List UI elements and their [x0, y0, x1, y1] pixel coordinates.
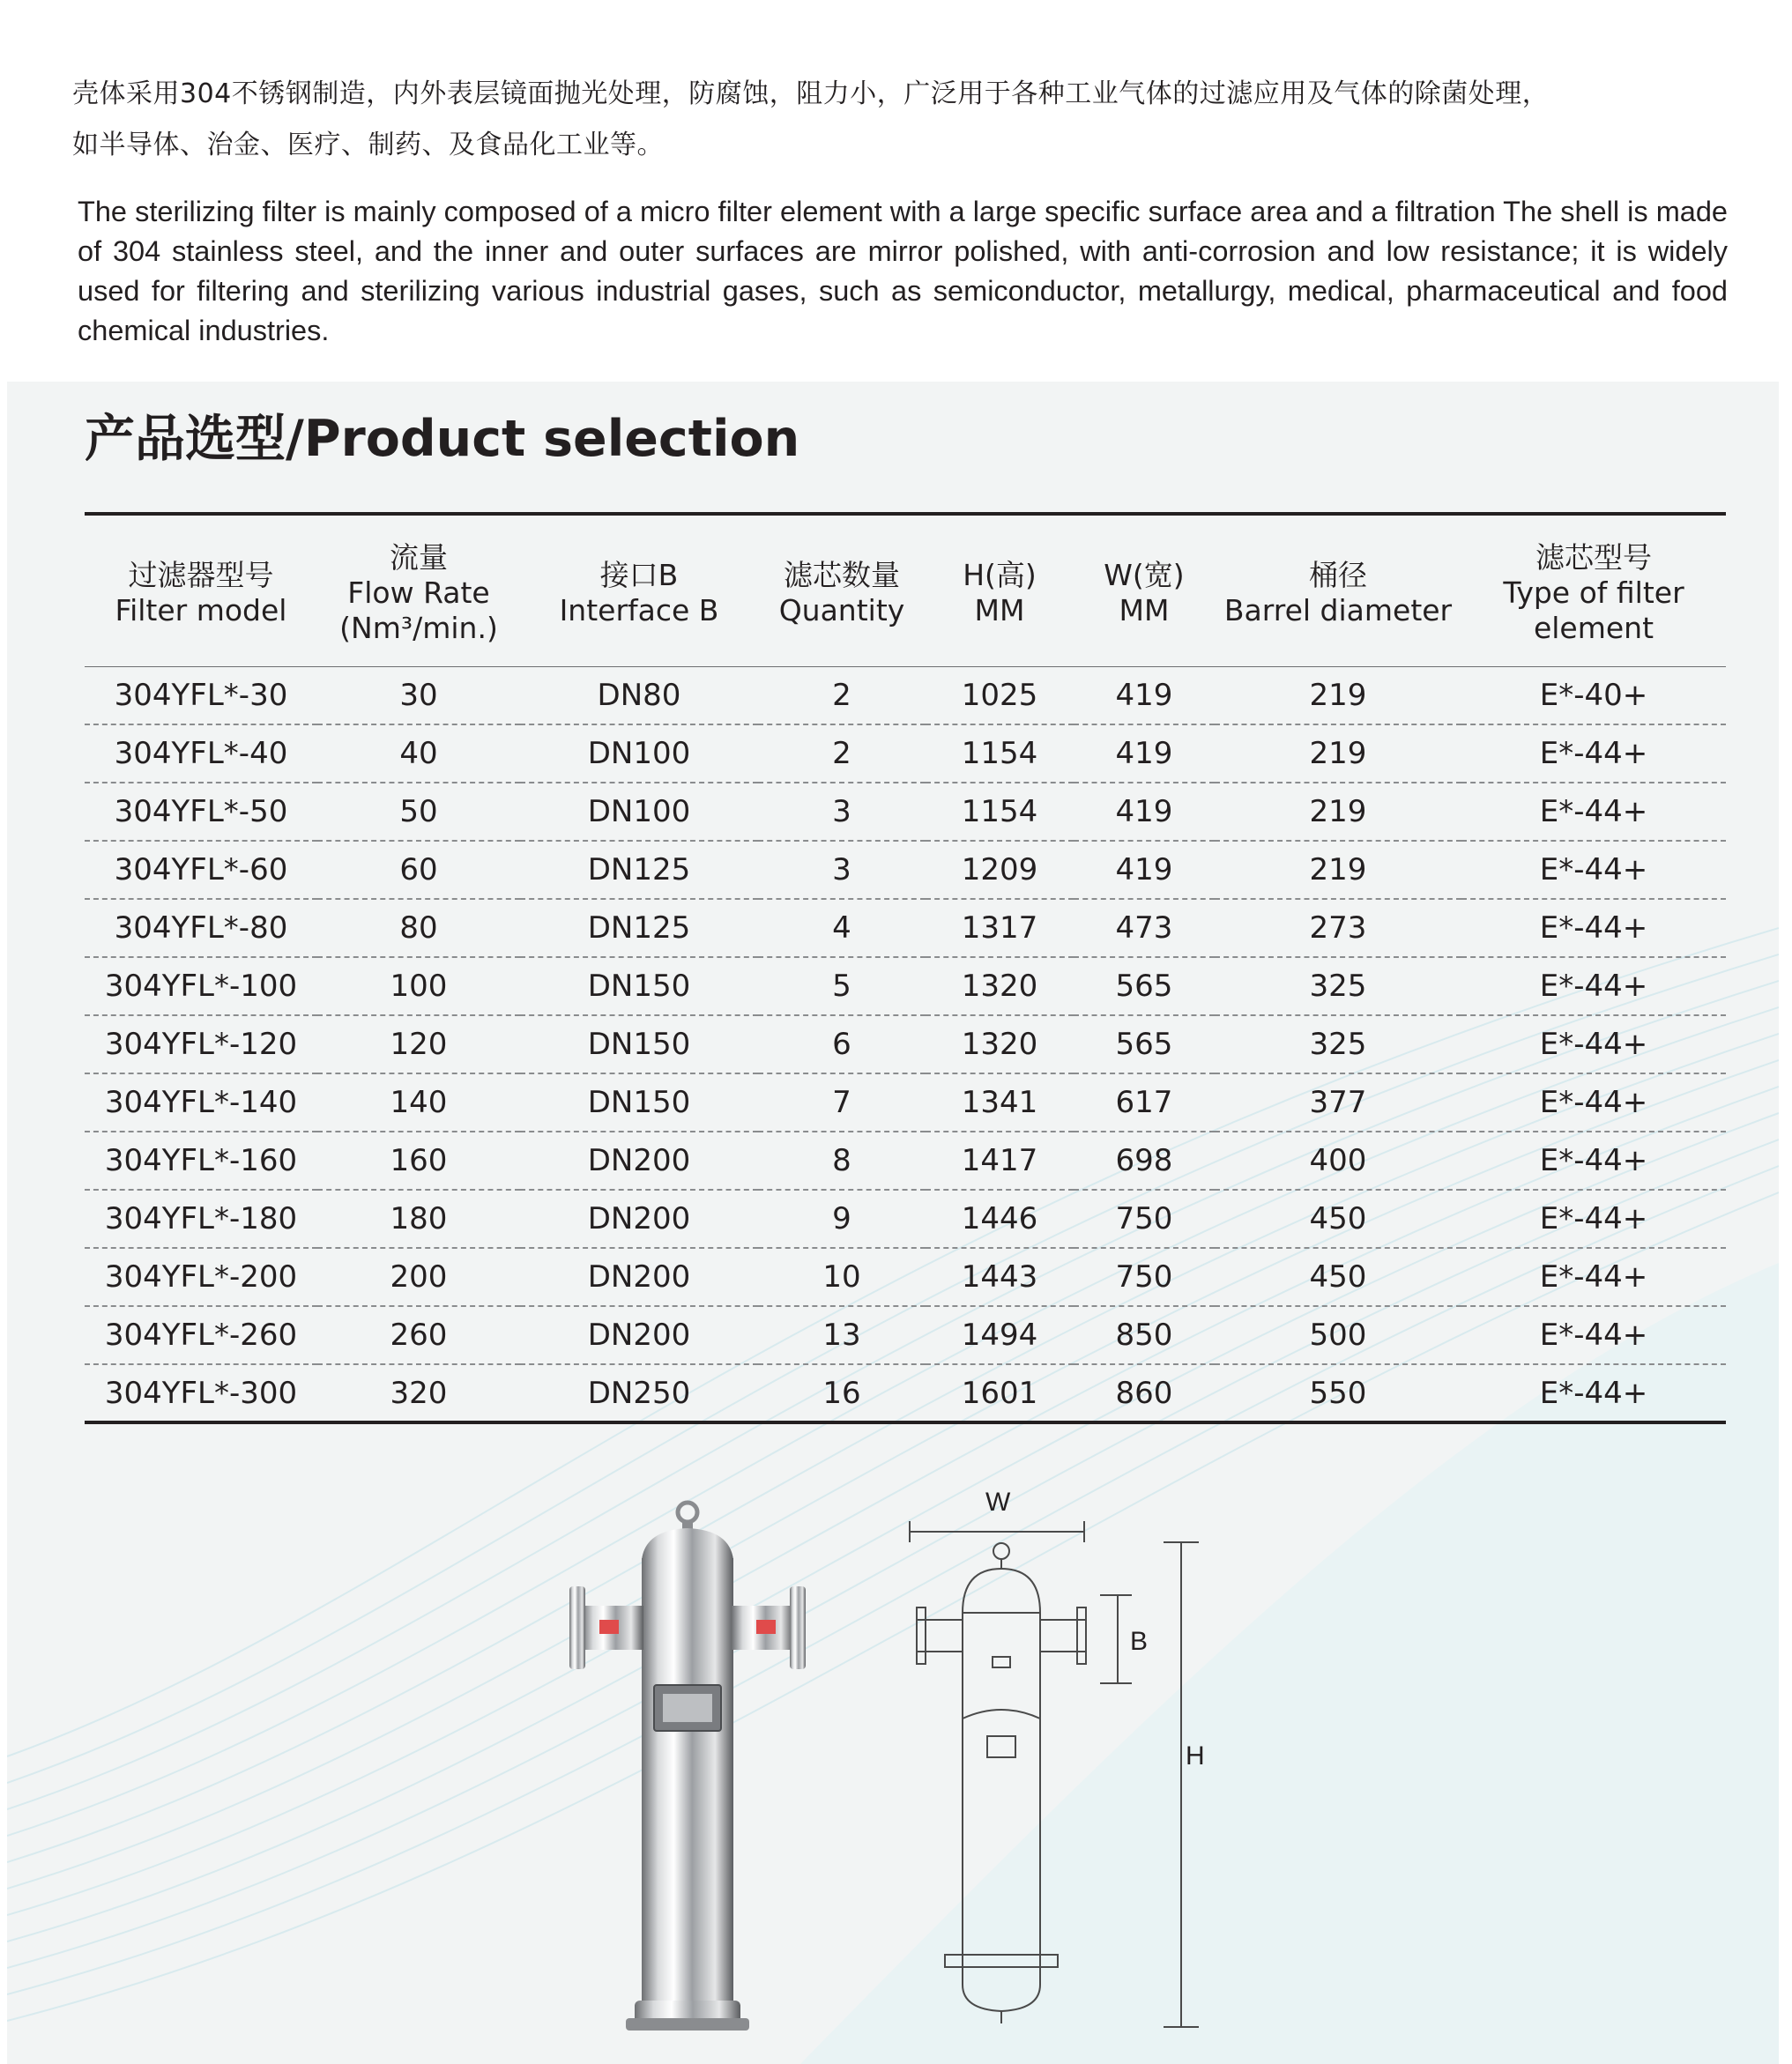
table-cell: 7: [758, 1073, 926, 1132]
table-cell: 450: [1215, 1190, 1461, 1248]
table-header-row: [85, 514, 1726, 666]
table-cell: 1154: [926, 783, 1074, 841]
table-cell: DN80: [520, 666, 758, 724]
table-cell: 1443: [926, 1248, 1074, 1306]
table-cell: E*-44+: [1461, 1132, 1726, 1190]
table-cell: 273: [1215, 899, 1461, 957]
column-header-cn: 过滤器型号: [128, 558, 274, 593]
table-cell: DN125: [520, 899, 758, 957]
table-body: [85, 666, 1726, 1422]
table-cell: 500: [1215, 1306, 1461, 1364]
table-cell: 419: [1074, 724, 1215, 783]
table-cell: 3: [758, 783, 926, 841]
table-cell: 304YFL*-200: [85, 1248, 317, 1306]
table-cell: 180: [317, 1190, 520, 1248]
table-cell: DN100: [520, 783, 758, 841]
table-row: [85, 1190, 1726, 1248]
table-cell: 2: [758, 666, 926, 724]
filter-technical-drawing: [899, 1481, 1234, 2045]
table-cell: 1417: [926, 1132, 1074, 1190]
table-cell: 450: [1215, 1248, 1461, 1306]
column-header-en2: (Nm³/min.): [339, 611, 498, 646]
column-header-en: Quantity: [778, 593, 905, 628]
table-cell: DN200: [520, 1190, 758, 1248]
table-cell: E*-44+: [1461, 1190, 1726, 1248]
table-cell: 698: [1074, 1132, 1215, 1190]
table-cell: 1446: [926, 1190, 1074, 1248]
table-cell: 304YFL*-140: [85, 1073, 317, 1132]
table-cell: 1209: [926, 841, 1074, 899]
column-header-en: MM: [974, 593, 1025, 628]
table-cell: E*-44+: [1461, 957, 1726, 1015]
table-row: [85, 957, 1726, 1015]
table-cell: DN150: [520, 1015, 758, 1073]
table-row: [85, 1364, 1726, 1422]
table-cell: 8: [758, 1132, 926, 1190]
table-cell: 473: [1074, 899, 1215, 957]
column-header-cn: 桶径: [1309, 558, 1367, 593]
table-cell: 6: [758, 1015, 926, 1073]
table-cell: 565: [1074, 957, 1215, 1015]
table-cell: 419: [1074, 783, 1215, 841]
dimension-label-b: B: [1130, 1627, 1149, 1656]
table-cell: 219: [1215, 841, 1461, 899]
column-header-cn: H(高): [963, 558, 1037, 593]
table-cell: 1494: [926, 1306, 1074, 1364]
product-selection-table: [85, 512, 1726, 1424]
table-row: [85, 1248, 1726, 1306]
column-header-en: Interface B: [559, 593, 719, 628]
table-cell: 304YFL*-260: [85, 1306, 317, 1364]
table-cell: 80: [317, 899, 520, 957]
table-cell: 1320: [926, 957, 1074, 1015]
table-cell: 200: [317, 1248, 520, 1306]
table-cell: 400: [1215, 1132, 1461, 1190]
table-row: [85, 899, 1726, 957]
table-cell: 13: [758, 1306, 926, 1364]
column-header: [85, 514, 317, 666]
table-cell: 550: [1215, 1364, 1461, 1422]
column-header-en: Barrel diameter: [1223, 593, 1453, 628]
table-cell: 419: [1074, 841, 1215, 899]
table-cell: 304YFL*-180: [85, 1190, 317, 1248]
table-cell: E*-44+: [1461, 1248, 1726, 1306]
table-row: [85, 1306, 1726, 1364]
column-header-en: MM: [1119, 593, 1170, 628]
table-cell: 304YFL*-40: [85, 724, 317, 783]
table-cell: DN100: [520, 724, 758, 783]
column-header-cn: 滤芯数量: [784, 558, 900, 593]
column-header-en: Filter model: [115, 593, 287, 628]
table-cell: E*-40+: [1461, 666, 1726, 724]
dimension-label-h: H: [1186, 1741, 1205, 1771]
intro-english: The sterilizing filter is mainly composed of a micro filter element with a large specific surface area and a filtration The shell is made of 304 stainless steel, and the inner and outer surfaces are mirror polished, with anti-corrosion and low resistance; it is widely used for filtering and sterilizing various industrial gases, such as semiconductor, metallurgy, medical, pharmaceutical and food chemical industries.: [78, 196, 1728, 346]
intro-chinese: [72, 69, 1729, 171]
table-cell: E*-44+: [1461, 783, 1726, 841]
table-cell: 750: [1074, 1190, 1215, 1248]
column-header-cn: 接口B: [599, 558, 679, 593]
table-cell: 60: [317, 841, 520, 899]
table-cell: 304YFL*-160: [85, 1132, 317, 1190]
table-cell: E*-44+: [1461, 724, 1726, 783]
table-cell: 219: [1215, 783, 1461, 841]
table-cell: 100: [317, 957, 520, 1015]
table-cell: E*-44+: [1461, 841, 1726, 899]
table-cell: 120: [317, 1015, 520, 1073]
table-cell: 260: [317, 1306, 520, 1364]
table-cell: 4: [758, 899, 926, 957]
table-cell: 16: [758, 1364, 926, 1422]
column-header: [1461, 514, 1726, 666]
table-cell: 304YFL*-80: [85, 899, 317, 957]
column-header-cn: W(宽): [1104, 558, 1185, 593]
table-cell: 750: [1074, 1248, 1215, 1306]
column-header: [758, 514, 926, 666]
dimension-label-w: W: [985, 1488, 1011, 1517]
table-cell: 140: [317, 1073, 520, 1132]
table-cell: 219: [1215, 666, 1461, 724]
table-cell: 9: [758, 1190, 926, 1248]
table-cell: 304YFL*-120: [85, 1015, 317, 1073]
table-cell: 50: [317, 783, 520, 841]
table-row: [85, 1132, 1726, 1190]
column-header-en: Type of filter: [1503, 575, 1684, 611]
table-cell: 304YFL*-100: [85, 957, 317, 1015]
table-row: [85, 841, 1726, 899]
table-row: [85, 783, 1726, 841]
column-header: [926, 514, 1074, 666]
table-cell: DN150: [520, 1073, 758, 1132]
column-header-en2: element: [1533, 611, 1654, 646]
table-cell: 3: [758, 841, 926, 899]
table-row: [85, 666, 1726, 724]
column-header: [317, 514, 520, 666]
table-cell: 10: [758, 1248, 926, 1306]
column-header: [520, 514, 758, 666]
table-cell: 160: [317, 1132, 520, 1190]
section-title: 产品选型/Product selection: [85, 410, 800, 468]
intro-chinese-line-2: 如半导体、治金、医疗、制药、及食品化工业等。: [72, 130, 664, 160]
table-row: [85, 1073, 1726, 1132]
table-cell: 219: [1215, 724, 1461, 783]
table-cell: 419: [1074, 666, 1215, 724]
table-cell: DN125: [520, 841, 758, 899]
table-cell: 565: [1074, 1015, 1215, 1073]
table-cell: 1601: [926, 1364, 1074, 1422]
column-header: [1215, 514, 1461, 666]
table-cell: DN150: [520, 957, 758, 1015]
table-cell: 304YFL*-60: [85, 841, 317, 899]
table-cell: 1154: [926, 724, 1074, 783]
table-cell: 5: [758, 957, 926, 1015]
table-cell: 1317: [926, 899, 1074, 957]
table-cell: 1320: [926, 1015, 1074, 1073]
table-cell: E*-44+: [1461, 1073, 1726, 1132]
table-cell: DN200: [520, 1132, 758, 1190]
column-header-cn: 滤芯型号: [1535, 540, 1652, 575]
table-cell: E*-44+: [1461, 1364, 1726, 1422]
table-cell: 377: [1215, 1073, 1461, 1132]
table-cell: DN200: [520, 1306, 758, 1364]
table-cell: DN250: [520, 1364, 758, 1422]
table-cell: E*-44+: [1461, 1306, 1726, 1364]
column-header-en: Flow Rate: [347, 575, 490, 611]
table-cell: 617: [1074, 1073, 1215, 1132]
table-cell: E*-44+: [1461, 1015, 1726, 1073]
filter-product-photo: [564, 1498, 811, 2036]
table-cell: 325: [1215, 957, 1461, 1015]
table-cell: 304YFL*-50: [85, 783, 317, 841]
table-cell: 40: [317, 724, 520, 783]
table-cell: 860: [1074, 1364, 1215, 1422]
intro-chinese-line-1: 壳体采用304不锈钢制造，内外表层镜面抛光处理，防腐蚀，阻力小，广泛用于各种工业气体的过滤应用及气体的除菌处理，: [72, 78, 1550, 109]
table-cell: 30: [317, 666, 520, 724]
column-header-cn: 流量: [390, 540, 448, 575]
table-row: [85, 724, 1726, 783]
column-header: [1074, 514, 1215, 666]
table-cell: 304YFL*-300: [85, 1364, 317, 1422]
table-cell: 304YFL*-30: [85, 666, 317, 724]
table-cell: 1025: [926, 666, 1074, 724]
table-row: [85, 1015, 1726, 1073]
table-cell: 850: [1074, 1306, 1215, 1364]
table-cell: DN200: [520, 1248, 758, 1306]
table-cell: 1341: [926, 1073, 1074, 1132]
table-cell: 320: [317, 1364, 520, 1422]
table-cell: E*-44+: [1461, 899, 1726, 957]
table-cell: 2: [758, 724, 926, 783]
table-cell: 325: [1215, 1015, 1461, 1073]
